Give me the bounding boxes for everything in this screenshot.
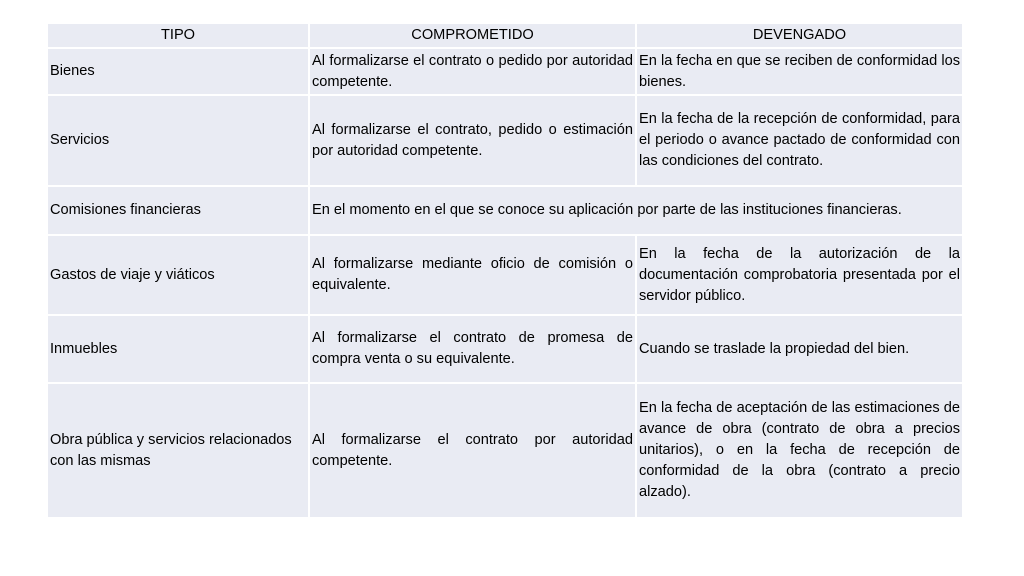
header-row — [48, 24, 962, 49]
cell-tipo: Gastos de viaje y viáticos — [48, 236, 310, 316]
table-row — [48, 236, 962, 316]
cell-devengado: En la fecha de aceptación de las estimaciones de avance de obra (contrato de obra a precios unitarios), o en la fecha de recepción de conformidad de la obra (contrato a precio alzado). — [637, 384, 962, 519]
cell-comprometido: Al formalizarse mediante oficio de comisión o equivalente. — [310, 236, 637, 316]
cell-comprometido: Al formalizarse el contrato o pedido por autoridad competente. — [310, 49, 637, 96]
table-row — [48, 384, 962, 519]
header-comprometido: COMPROMETIDO — [310, 24, 637, 49]
table-row — [48, 316, 962, 384]
cell-devengado: En la fecha de la recepción de conformidad, para el periodo o avance pactado de conformidad con las condiciones del contrato. — [637, 96, 962, 187]
momentos-contables-table — [48, 24, 962, 519]
cell-devengado: En la fecha en que se reciben de conformidad los bienes. — [637, 49, 962, 96]
cell-tipo: Bienes — [48, 49, 310, 96]
cell-devengado: Cuando se traslade la propiedad del bien. — [637, 316, 962, 384]
cell-tipo: Obra pública y servicios relacionados con las mismas — [48, 384, 310, 519]
cell-tipo: Servicios — [48, 96, 310, 187]
cell-merged: En el momento en el que se conoce su aplicación por parte de las instituciones financieras. — [310, 187, 962, 236]
cell-comprometido: Al formalizarse el contrato por autoridad competente. — [310, 384, 637, 519]
table-row — [48, 96, 962, 187]
header-tipo: TIPO — [48, 24, 310, 49]
cell-comprometido: Al formalizarse el contrato, pedido o estimación por autoridad competente. — [310, 96, 637, 187]
cell-comprometido: Al formalizarse el contrato de promesa de compra venta o su equivalente. — [310, 316, 637, 384]
cell-tipo: Comisiones financieras — [48, 187, 310, 236]
cell-devengado: En la fecha de la autorización de la documentación comprobatoria presentada por el servidor público. — [637, 236, 962, 316]
table-row — [48, 49, 962, 96]
header-devengado: DEVENGADO — [637, 24, 962, 49]
cell-tipo: Inmuebles — [48, 316, 310, 384]
table-row — [48, 187, 962, 236]
